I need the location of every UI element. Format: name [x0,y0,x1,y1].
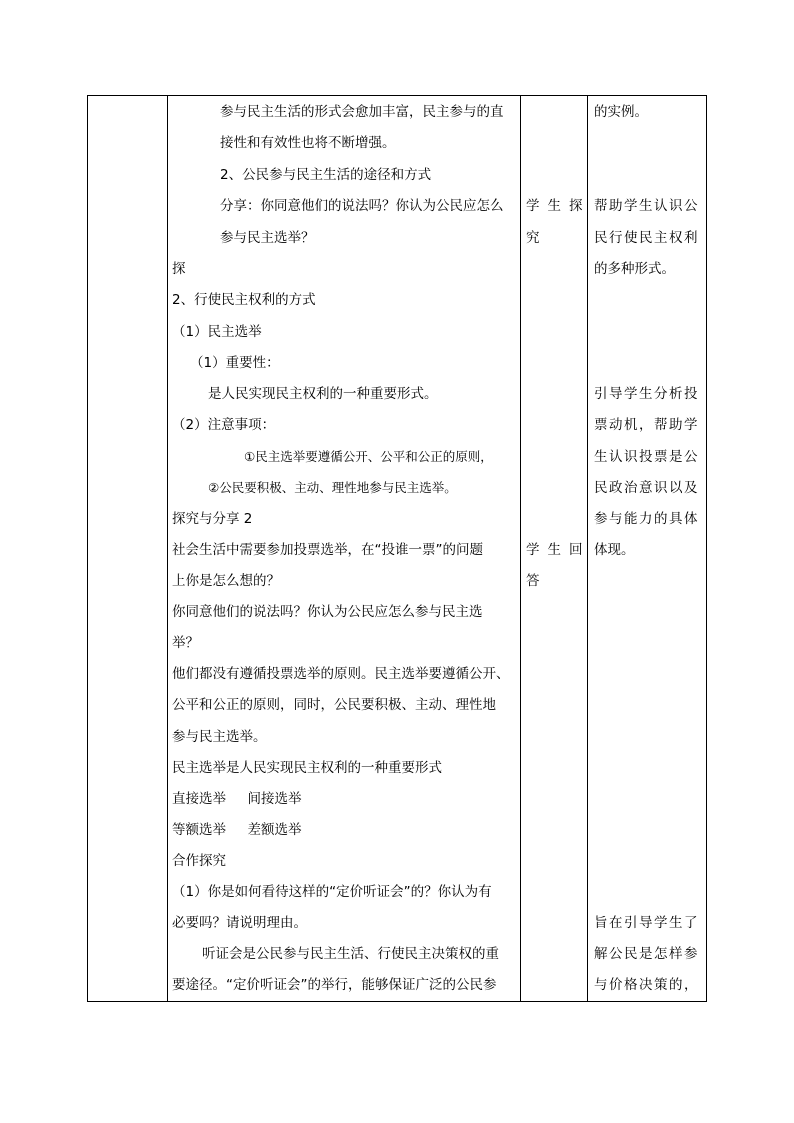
activity-line: 究 [526,230,540,246]
content-line: 社会生活中需要参加投票选举，在“投谁一票”的问题 [172,542,483,558]
column-divider-1 [167,96,168,1001]
content-line: 举？ [172,635,199,651]
content-line: 接性和有效性也将不断增强。 [220,135,396,151]
content-line: 探 [172,261,186,277]
intent-line: 体现。 [594,542,635,558]
content-line: 民主选举是人民实现民主权利的一种重要形式 [172,760,442,776]
content-line: （1）重要性： [190,355,280,371]
content-line: 上你是怎么想的？ [172,573,280,589]
intent-line: 旨在引导学生了 [594,915,699,931]
content-line: 探究与分享 2 [172,511,253,527]
content-line: 参与民主生活的形式会愈加丰富，民主参与的直 [220,104,504,120]
activity-line: 答 [526,573,540,589]
intent-line: 民政治意识以及 [594,480,699,496]
content-line: ①民主选举要遵循公开、公平和公正的原则， [244,449,493,464]
content-line: 等额选举 差额选举 [172,822,302,838]
content-line: ②公民要积极、主动、理性地参与民主选举。 [208,480,457,495]
content-line: 公平和公正的原则，同时，公民要积极、主动、理性地 [172,697,496,713]
content-line: 你同意他们的说法吗？你认为公民应怎么参与民主选 [172,604,483,620]
activity-line: 学生探 [526,198,591,214]
intent-line: 民行使民主权利 [594,230,699,246]
content-line: 2、行使民主权利的方式 [172,292,316,308]
content-line: 直接选举 间接选举 [172,791,302,807]
intent-line: 参与能力的具体 [594,511,699,527]
intent-line: 票动机，帮助学 [594,417,699,433]
content-line: 是人民实现民主权利的一种重要形式。 [208,386,438,402]
content-line: 分享：你同意他们的说法吗？你认为公民应怎么 [220,198,504,214]
intent-line: 的多种形式。 [594,261,675,277]
content-line: 要途径。“定价听证会”的举行，能够保证广泛的公民参 [172,977,497,993]
intent-line: 引导学生分析投 [594,386,699,402]
content-line: 参与民主选举？ [220,230,315,246]
content-line: （2）注意事项： [172,417,276,433]
column-divider-2 [520,96,521,1001]
intent-line: 的实例。 [594,104,648,120]
intent-line: 帮助学生认识公 [594,198,699,214]
activity-line: 学生回 [526,542,591,558]
intent-line: 生认识投票是公 [594,449,699,465]
content-line: 参与民主选举。 [172,729,267,745]
content-line: （1）民主选举 [172,324,262,340]
content-line: 听证会是公民参与民主生活、行使民主决策权的重 [202,946,499,962]
intent-line: 与价格决策的， [594,977,699,993]
content-line: 合作探究 [172,853,226,869]
intent-line: 解公民是怎样参 [594,946,699,962]
content-line: 必要吗？请说明理由。 [172,915,307,931]
content-line: （1）你是如何看待这样的“定价听证会”的？你认为有 [172,884,492,900]
content-line: 他们都没有遵循投票选举的原则。民主选举要遵循公开、 [172,666,510,682]
content-line: 2、公民参与民主生活的途径和方式 [220,167,432,183]
